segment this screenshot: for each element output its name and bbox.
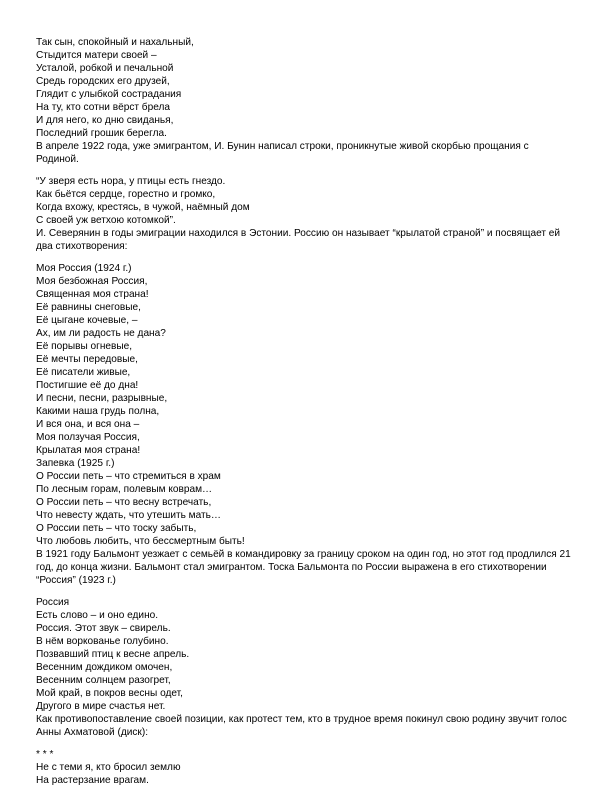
poem-line: Не с теми я, кто бросил землю: [36, 762, 181, 773]
poem-line: Моя безбожная Россия,: [36, 276, 148, 287]
paragraph: И. Северянин в годы эмиграции находился в Эстонии. Россию он называет “крылатой страной” и посвящает ей два стихотворения:: [36, 228, 561, 252]
poem-line: Крылатая моя страна!: [36, 445, 141, 456]
poem-line: Её мечты передовые,: [36, 354, 138, 365]
poem-line: Ах, им ли радость не дана?: [36, 328, 166, 339]
poem-block: [36, 748, 572, 787]
poem-line: Есть слово – и оно едино.: [36, 610, 159, 621]
poem-line: Усталой, робкой и печальной: [36, 63, 174, 74]
poem-line: Весенним дождиком омочен,: [36, 662, 173, 673]
poem-line: О России петь – что весну встречать,: [36, 497, 212, 508]
poem-line: Священная моя страна!: [36, 289, 149, 300]
poem-line: Весенним солнцем разогрет,: [36, 675, 171, 686]
poem-line: Её цыгане кочевые, –: [36, 315, 138, 326]
poem-line: Какими наша грудь полна,: [36, 406, 160, 417]
poem-line: Её порывы огневые,: [36, 341, 133, 352]
poem-line: В нём воркованье голубино.: [36, 636, 169, 647]
paragraph: В 1921 году Бальмонт уезжает с семьёй в командировку за границу сроком на один год, но этот год продлился 21 год, до конца жизни. Бальмонт стал эмигрантом. Тоска Бальмонта по России выражена в его стихотворении “Россия” (1923 г.): [36, 549, 571, 586]
poem-line: * * *: [36, 749, 54, 760]
poem-line: С своей уж ветхою котомкой”.: [36, 215, 176, 226]
poem-line: Так сын, спокойный и нахальный,: [36, 37, 194, 48]
poem-line: На растерзание врагам.: [36, 775, 149, 786]
poem-line: Россия. Этот звук – свирель.: [36, 623, 171, 634]
poem-line: Глядит с улыбкой сострадания: [36, 89, 182, 100]
poem-line: И песни, песни, разрывные,: [36, 393, 168, 404]
poem-line: Моя ползучая Россия,: [36, 432, 140, 443]
poem-line: Мой край, в покров весны одет,: [36, 688, 183, 699]
poem-block: [36, 175, 572, 227]
poem-line: Моя Россия (1924 г.): [36, 263, 132, 274]
poem-line: О России петь – что стремиться в храм: [36, 471, 221, 482]
poem-line: И вся она, и вся она –: [36, 419, 140, 430]
poem-line: Её равнины снеговые,: [36, 302, 141, 313]
poem-line: Как бьётся сердце, горестно и громко,: [36, 189, 216, 200]
poem-line: На ту, кто сотни вёрст брела: [36, 102, 170, 113]
poem-line: Последний грошик берегла.: [36, 128, 167, 139]
poem-line: По лесным горам, полевым коврам…: [36, 484, 213, 495]
poem-line: Постигшие её до дна!: [36, 380, 139, 391]
poem-line: Что любовь любить, что бессмертным быть!: [36, 536, 245, 547]
poem-line: Россия: [36, 597, 70, 608]
poem-line: Другого в мире счастья нет.: [36, 701, 166, 712]
poem-line: О России петь – что тоску забыть,: [36, 523, 197, 534]
poem-line: Запевка (1925 г.): [36, 458, 115, 469]
paragraph: Как противопоставление своей позиции, как протест тем, кто в трудное время покинул свою родину звучит голос Анны Ахматовой (диск):: [36, 714, 567, 738]
poem-line: Её писатели живые,: [36, 367, 131, 378]
poem-line: Что невесту ждать, что утешить мать…: [36, 510, 221, 521]
poem-line: И для него, ко дню свиданья,: [36, 115, 174, 126]
poem-block: [36, 596, 572, 713]
poem-block: [36, 262, 572, 548]
poem-line: Средь городских его друзей,: [36, 76, 170, 87]
paragraph: В апреле 1922 года, уже эмигрантом, И. Бунин написал строки, проникнутые живой скорбью прощания с Родиной.: [36, 141, 529, 165]
poem-block: [36, 36, 572, 140]
poem-line: Когда вхожу, крестясь, в чужой, наёмный дом: [36, 202, 250, 213]
poem-line: “У зверя есть нора, у птицы есть гнездо.: [36, 176, 226, 187]
poem-line: Позвавший птиц к весне апрель.: [36, 649, 190, 660]
poem-line: Стыдится матери своей –: [36, 50, 157, 61]
